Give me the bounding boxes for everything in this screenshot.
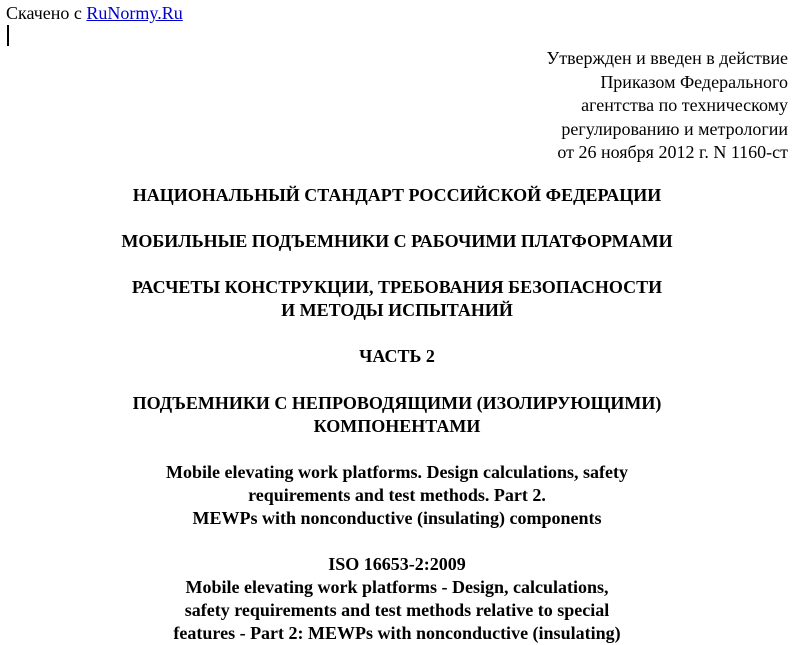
document-title-en (0, 461, 794, 530)
part-title-line: ПОДЪЕМНИКИ С НЕПРОВОДЯЩИМИ (ИЗОЛИРУЮЩИМИ) (132, 393, 662, 413)
document-title-ru-text: МОБИЛЬНЫЕ ПОДЪЕМНИКИ С РАБОЧИМИ ПЛАТФОРМАМИ (121, 231, 673, 251)
standard-heading-text: НАЦИОНАЛЬНЫЙ СТАНДАРТ РОССИЙСКОЙ ФЕДЕРАЦИИ (132, 185, 662, 205)
part-heading-text: ЧАСТЬ 2 (359, 346, 435, 366)
part-title-line: КОМПОНЕНТАМИ (313, 416, 481, 436)
document-subtitle-ru (0, 276, 794, 322)
title-en-line: MEWPs with nonconductive (insulating) components (192, 508, 602, 528)
subtitle-line: И МЕТОДЫ ИСПЫТАНИЙ (281, 300, 513, 320)
title-en-line: Mobile elevating work platforms. Design calculations, safety (166, 462, 628, 482)
iso-title-line: features - Part 2: MEWPs with nonconductive (insulating) (173, 623, 621, 643)
part-heading (0, 345, 794, 368)
iso-number: ISO 16653-2:2009 (328, 554, 466, 574)
source-prefix: Скачено с (6, 3, 82, 23)
iso-title-line: safety requirements and test methods relative to special (184, 600, 610, 620)
part-title-ru (0, 392, 794, 438)
iso-reference (0, 553, 794, 645)
standard-heading (0, 184, 794, 207)
approval-line: регулированию и метрологии (561, 118, 788, 139)
text-cursor (7, 25, 9, 46)
approval-line: Приказом Федерального (600, 71, 788, 92)
runormy-link[interactable]: RuNormy.Ru (86, 3, 183, 23)
subtitle-line: РАСЧЕТЫ КОНСТРУКЦИИ, ТРЕБОВАНИЯ БЕЗОПАСНОСТИ (131, 277, 663, 297)
approval-line: Утвержден и введен в действие (546, 48, 788, 68)
approval-line: агентства по техническому (581, 95, 788, 115)
iso-title-line: Mobile elevating work platforms - Design, calculations, (185, 577, 609, 597)
title-en-line: requirements and test methods. Part 2. (248, 485, 546, 505)
source-line (6, 2, 183, 24)
document-title-ru (0, 230, 794, 253)
approval-block (546, 47, 788, 165)
approval-line: от 26 ноября 2012 г. N 1160-ст (557, 142, 788, 162)
